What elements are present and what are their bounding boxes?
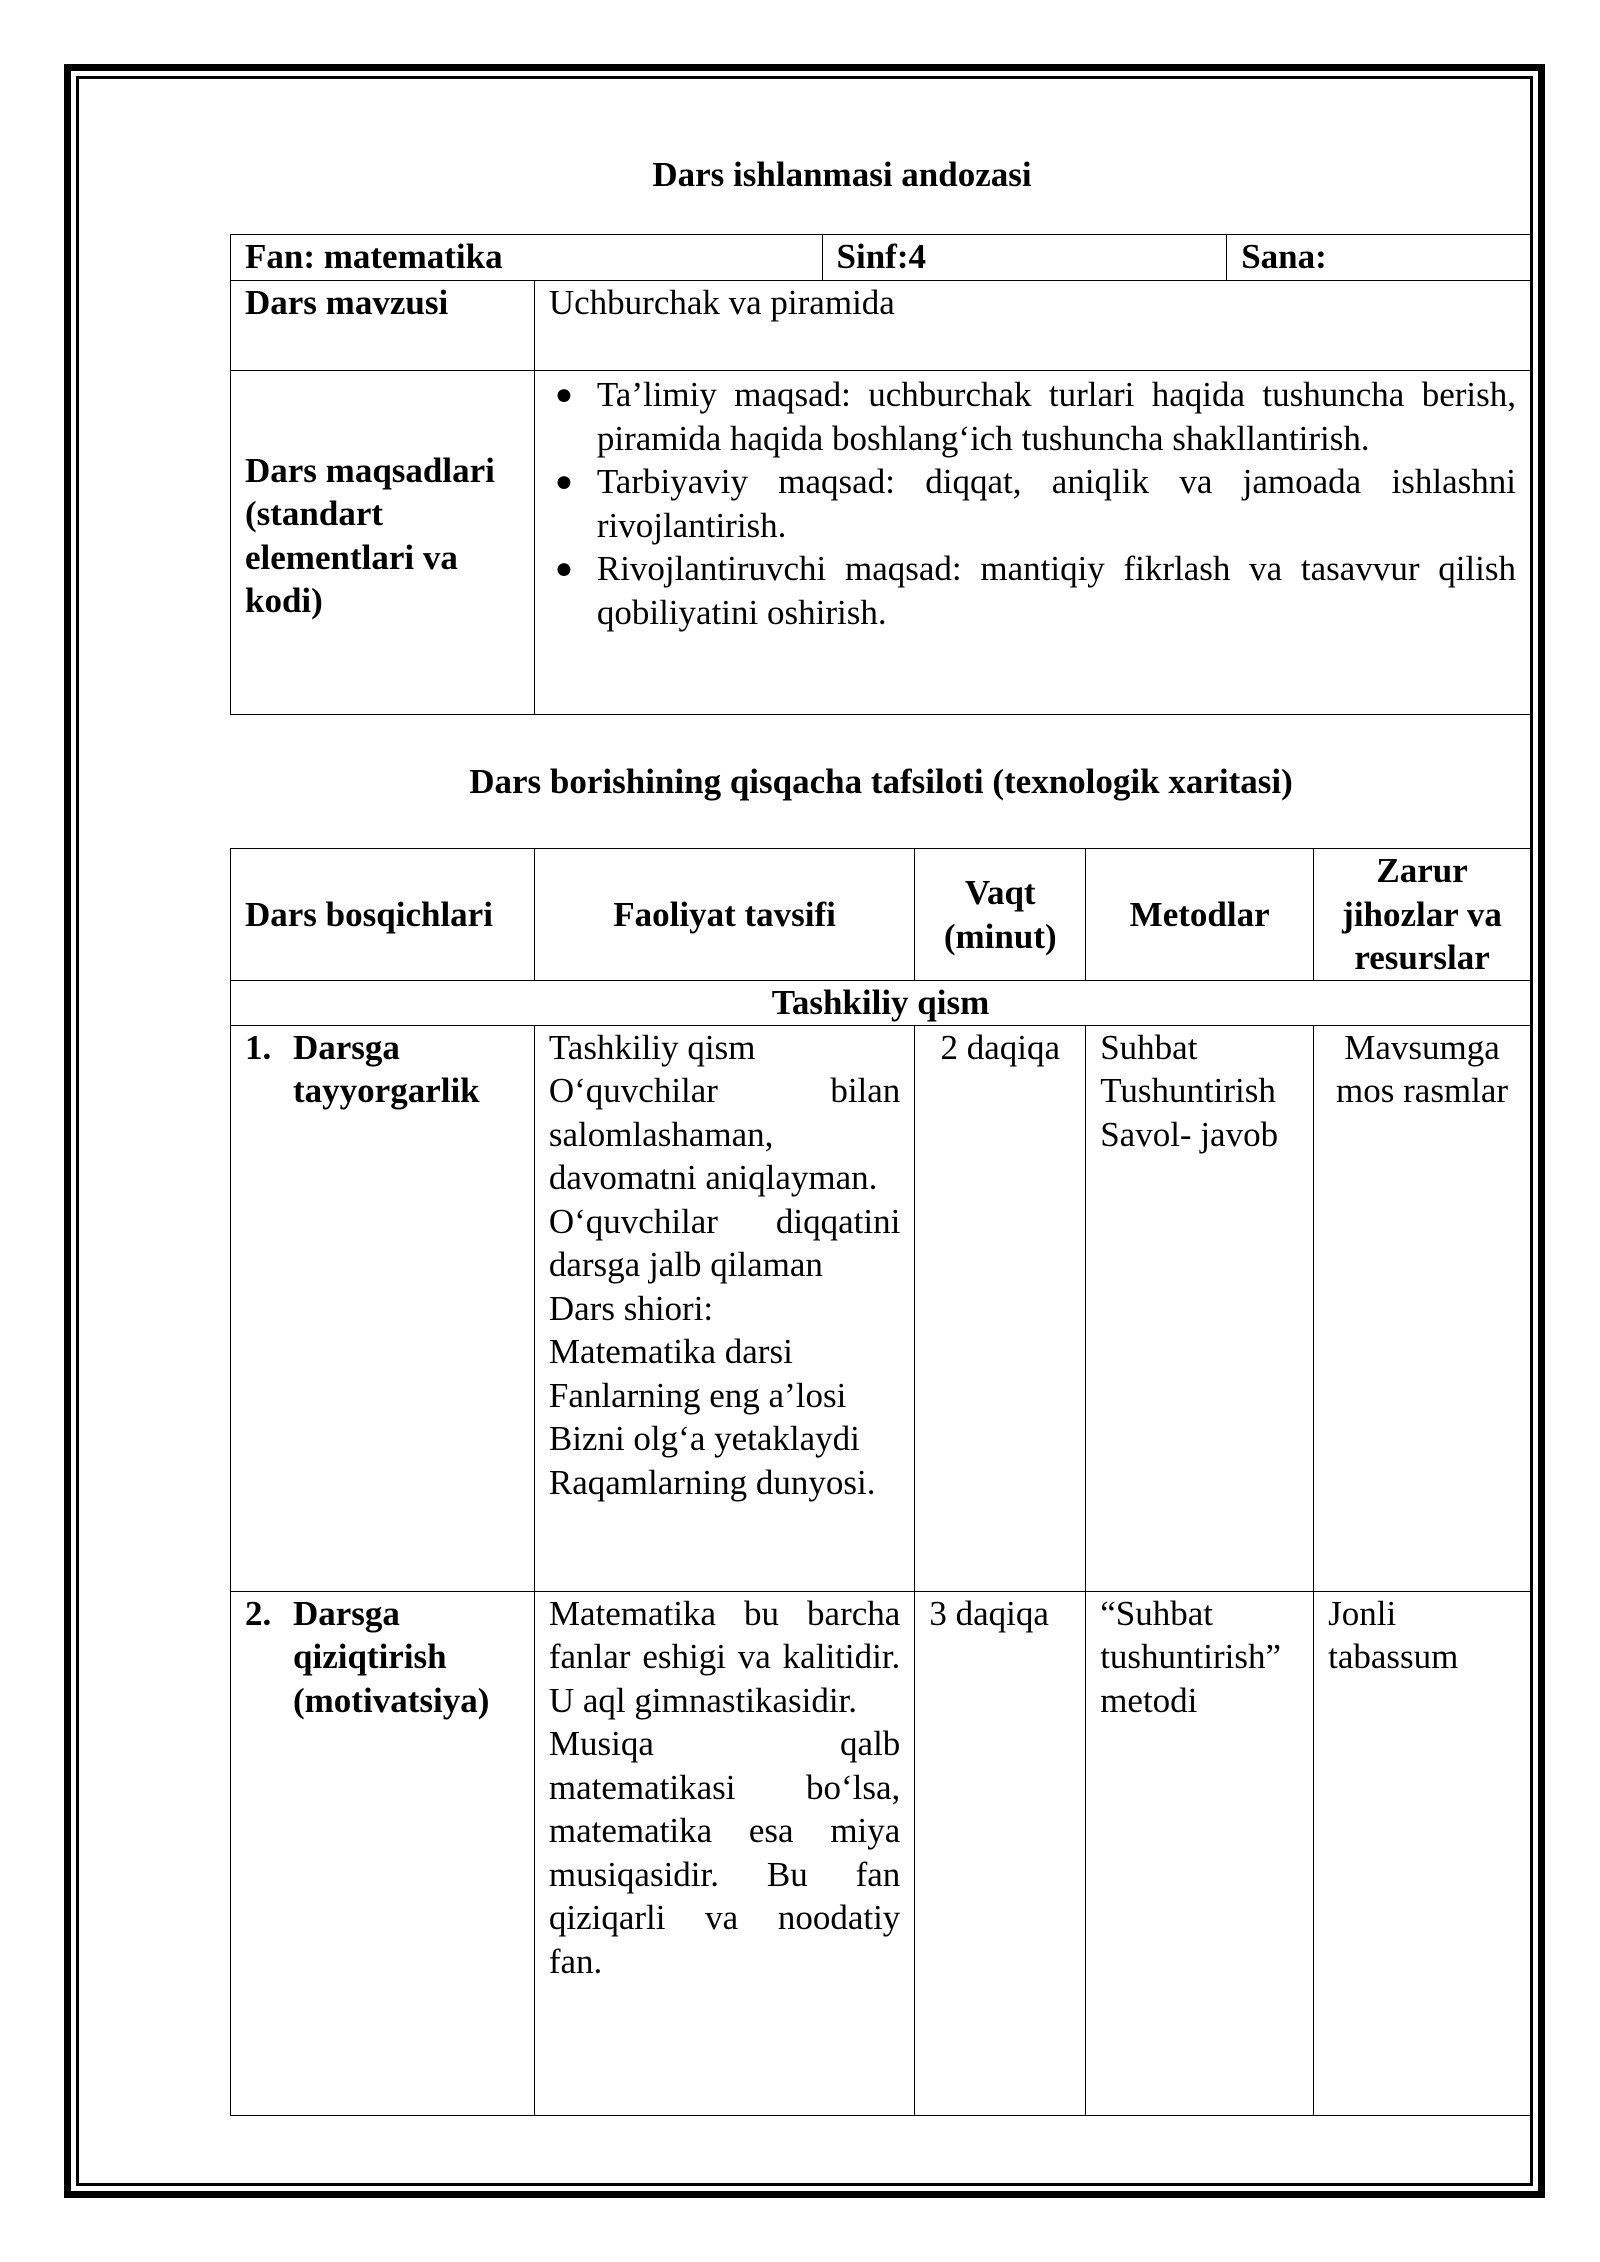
lesson-plan-table bbox=[230, 848, 1531, 2116]
goals-cell bbox=[534, 371, 1530, 715]
table-row bbox=[231, 235, 1531, 281]
goals-label: Dars maqsadlari (standart elementlari va kodi) bbox=[231, 371, 535, 715]
header-activity: Faoliyat tavsifi bbox=[534, 849, 914, 981]
stage-number: 1. bbox=[245, 1027, 272, 1067]
activity-line: O‘quvchilar diqqatini darsga jalb qilaman bbox=[548, 1201, 901, 1284]
section-row-label: Tashkiliy qism bbox=[231, 981, 1531, 1026]
lesson-info-table bbox=[230, 234, 1531, 715]
header-time: Vaqt (minut) bbox=[915, 849, 1086, 981]
table-row bbox=[231, 1591, 1531, 2115]
stage-name: Darsga qiziqtirish (motivatsiya) bbox=[293, 1593, 490, 1720]
goal-text: Ta’limiy maqsad: uchburchak turlari haqida tushuncha berish, piramida haqida boshlang‘ich tushuncha shakllantirish. bbox=[596, 375, 1516, 458]
date-cell: Sana: bbox=[1227, 235, 1531, 281]
goal-text: Rivojlantiruvchi maqsad: mantiqiy fikrlash va tasavvur qilish qobiliyatini oshirish. bbox=[596, 549, 1516, 632]
resources-cell: Jonli tabassum bbox=[1314, 1591, 1531, 2115]
table-header-row bbox=[231, 849, 1531, 981]
method-line: Suhbat bbox=[1100, 1027, 1198, 1067]
topic-label: Dars mavzusi bbox=[231, 281, 535, 371]
list-item bbox=[549, 373, 1516, 460]
activity-line: Musiqa qalb matematikasi bo‘lsa, matematika esa miya musiqasidir. Bu fan qiziqarli va noodatiy fan. bbox=[548, 1724, 901, 1981]
resources-cell: Mavsumga mos rasmlar bbox=[1314, 1025, 1531, 1591]
method-line: Savol- javob bbox=[1100, 1114, 1279, 1154]
grade-cell: Sinf:4 bbox=[822, 235, 1227, 281]
document-title: Dars ishlanmasi andozasi bbox=[652, 155, 1032, 194]
list-item bbox=[549, 460, 1516, 547]
activity-line: Raqamlarning dunyosi. bbox=[548, 1462, 876, 1502]
stage-cell bbox=[231, 1591, 535, 2115]
header-methods: Metodlar bbox=[1086, 849, 1314, 981]
activity-line: Matematika bu barcha fanlar eshigi va kalitidir. U aql gimnastikasidir. bbox=[548, 1593, 901, 1720]
activity-line: O‘quvchilar bilan salomlashaman, davomatni aniqlayman. bbox=[548, 1071, 901, 1197]
header-stages: Dars bosqichlari bbox=[231, 849, 535, 981]
activity-line: Fanlarning eng a’losi bbox=[548, 1375, 847, 1415]
activity-line: Tashkiliy qism bbox=[548, 1027, 756, 1067]
stage-number: 2. bbox=[245, 1593, 272, 1633]
bullet-icon: ● bbox=[554, 552, 573, 585]
activity-cell bbox=[534, 1591, 914, 2115]
table-row bbox=[231, 1025, 1531, 1591]
stage-name: Darsga tayyorgarlik bbox=[293, 1027, 480, 1110]
topic-value: Uchburchak va piramida bbox=[534, 281, 1530, 371]
bullet-icon: ● bbox=[554, 378, 573, 411]
bullet-icon: ● bbox=[554, 465, 573, 498]
time-cell: 3 daqiqa bbox=[915, 1591, 1086, 2115]
activity-line: Matematika darsi bbox=[548, 1332, 793, 1371]
list-item bbox=[549, 547, 1516, 634]
method-line: “Suhbat tushuntirish” metodi bbox=[1100, 1593, 1282, 1720]
activity-line: Dars shiori: bbox=[548, 1288, 714, 1328]
activity-cell bbox=[534, 1025, 914, 1591]
section-row bbox=[231, 981, 1531, 1026]
table-row bbox=[231, 371, 1531, 715]
activity-line: Bizni olg‘a yetaklaydi bbox=[548, 1419, 860, 1458]
methods-cell bbox=[1086, 1591, 1314, 2115]
section-title: Dars borishining qisqacha tafsiloti (texnologik xaritasi) bbox=[469, 762, 1293, 801]
header-resources: Zarur jihozlar va resurslar bbox=[1314, 849, 1531, 981]
methods-cell bbox=[1086, 1025, 1314, 1591]
time-cell: 2 daqiqa bbox=[915, 1025, 1086, 1591]
subject-cell: Fan: matematika bbox=[231, 235, 823, 281]
goals-list bbox=[549, 373, 1516, 634]
goal-text: Tarbiyaviy maqsad: diqqat, aniqlik va jamoada ishlashni rivojlantirish. bbox=[596, 462, 1516, 545]
stage-cell bbox=[231, 1025, 535, 1591]
table-row bbox=[231, 281, 1531, 371]
method-line: Tushuntirish bbox=[1100, 1071, 1276, 1110]
